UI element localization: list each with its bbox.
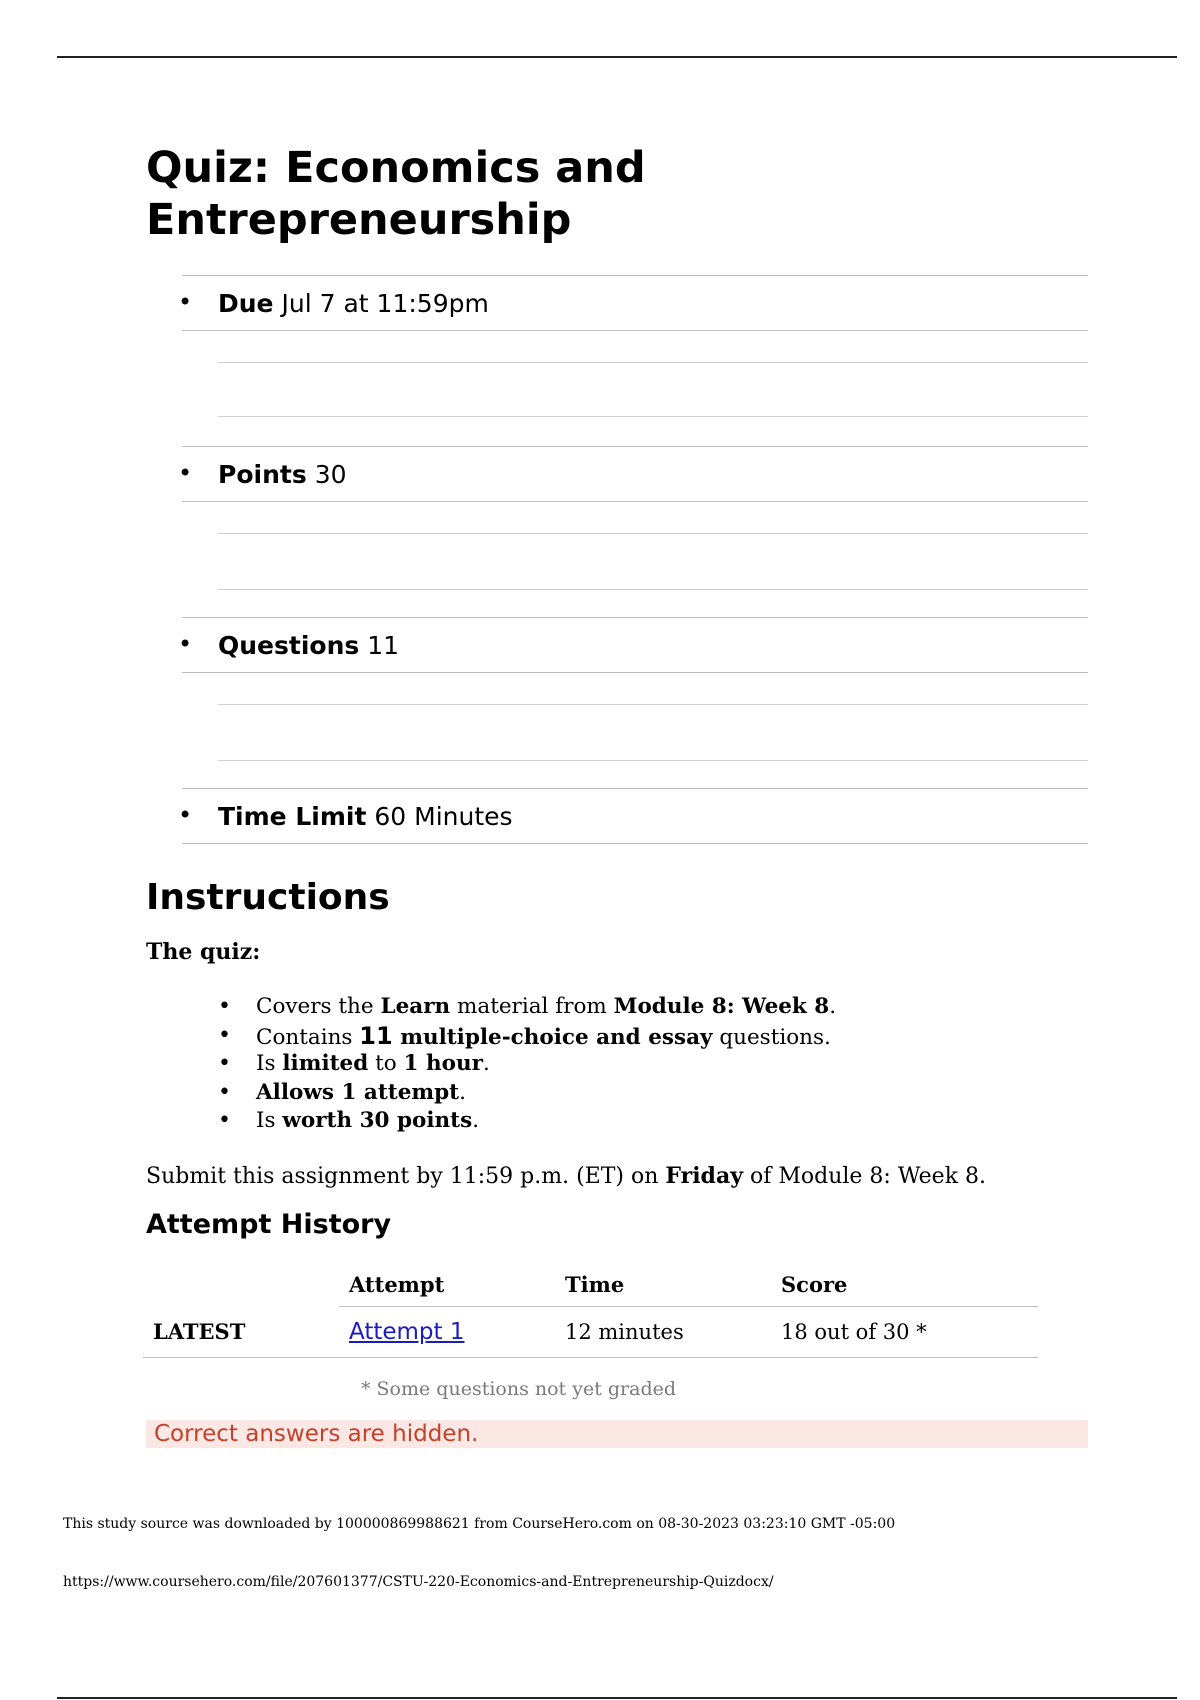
bullet-icon: • [178,459,193,487]
page-title: Quiz: Economics and Entrepreneurship [146,143,646,245]
attempt-history-heading: Attempt History [146,1209,392,1240]
bottom-divider [57,1697,1177,1699]
list-item: • Is worth 30 points. [218,1107,836,1136]
instructions-list [218,993,836,1136]
attempt-link[interactable]: Attempt 1 [349,1319,465,1345]
instructions-heading: Instructions [146,877,390,918]
bullet-icon: • [178,630,193,658]
detail-value: 30 [314,459,347,489]
answers-hidden-banner: Correct answers are hidden. [146,1420,1088,1448]
top-divider [57,56,1177,58]
detail-value: 11 [367,630,400,660]
detail-value: Jul 7 at 11:59pm [281,288,489,318]
detail-label: Time Limit [218,801,367,831]
instructions-intro: The quiz: [146,939,261,965]
detail-time-limit [178,788,1088,959]
divider [218,760,1088,761]
divider [218,416,1088,417]
detail-label: Points [218,459,307,489]
table-row [143,1307,1038,1358]
bullet-icon: • [178,801,193,829]
column-header: Score [771,1262,1038,1307]
bullet-icon: • [178,288,193,316]
detail-due [178,275,1088,446]
detail-label: Questions [218,630,360,660]
column-header: Attempt [339,1262,555,1307]
list-item: • Covers the Learn material from Module 8: Week 8. [218,993,836,1022]
grading-note: * Some questions not yet graded [361,1378,677,1400]
detail-points [178,446,1088,617]
divider [218,589,1088,590]
detail-questions [178,617,1088,788]
footer-source: This study source was downloaded by 100000869988621 from CourseHero.com on 08-30-2023 03:23:10 GMT -05:00 [63,1516,896,1532]
list-item: • Is limited to 1 hour. [218,1050,836,1079]
quiz-details-list [178,275,1088,959]
latest-label: LATEST [143,1307,339,1358]
divider [218,704,1088,705]
attempt-score: 18 out of 30 * [771,1307,1038,1358]
list-item: • Contains 11 multiple-choice and essay questions. [218,1022,836,1051]
attempt-time: 12 minutes [555,1307,771,1358]
detail-label: Due [218,288,274,318]
list-item: • Allows 1 attempt. [218,1079,836,1108]
table-header-row [143,1262,1038,1307]
footer-url: https://www.coursehero.com/file/207601377/CSTU-220-Economics-and-Entrepreneurship-Quizdocx/ [63,1574,774,1590]
submit-instructions: Submit this assignment by 11:59 p.m. (ET) on Friday of Module 8: Week 8. [146,1163,987,1189]
attempt-history-table [143,1262,1038,1358]
detail-value: 60 Minutes [374,801,513,831]
divider [218,362,1088,363]
divider [218,533,1088,534]
column-header: Time [555,1262,771,1307]
